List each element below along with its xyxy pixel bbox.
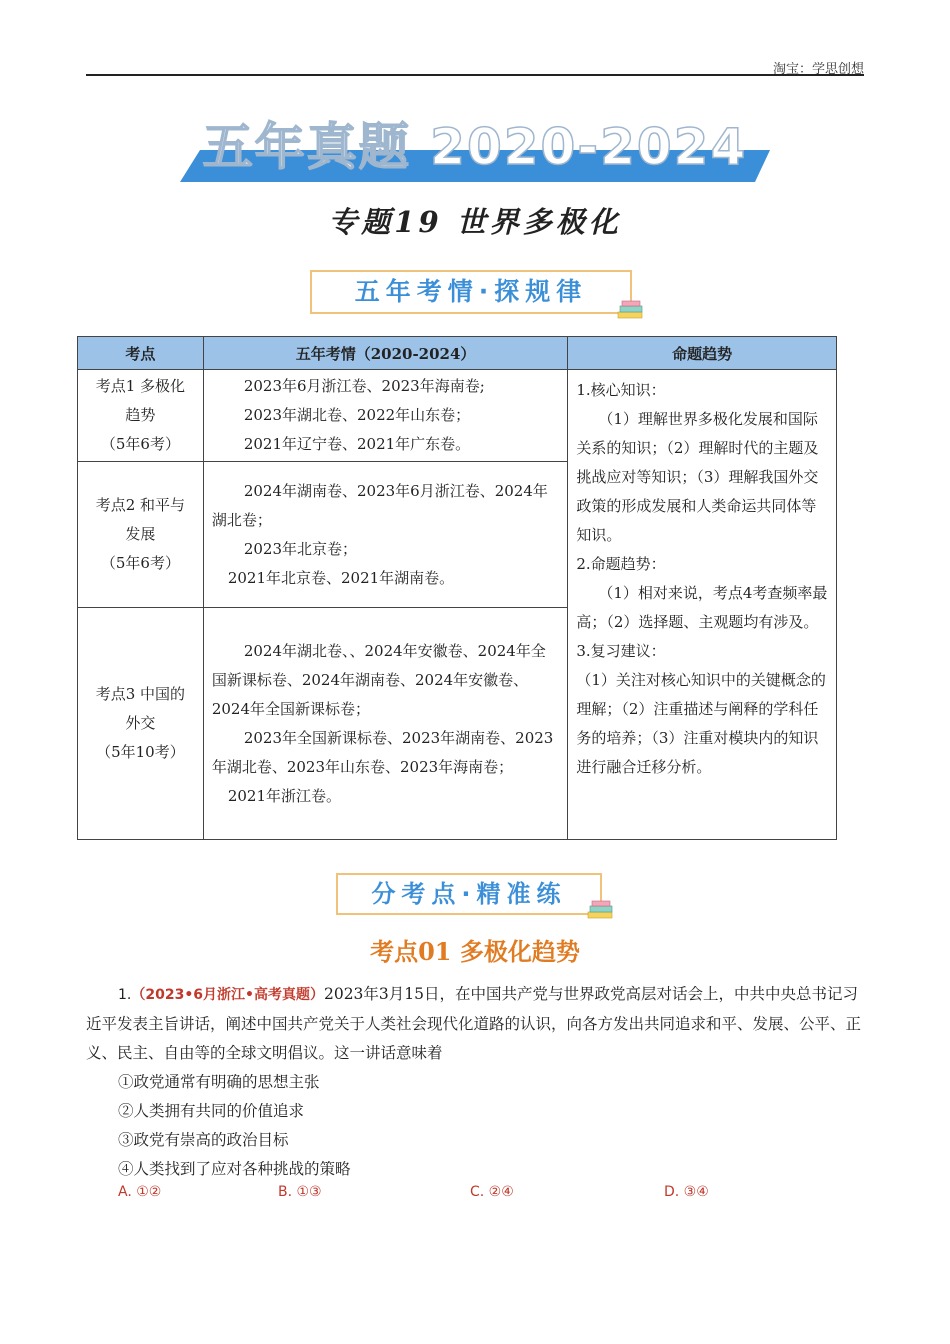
kaodian-name-cont: 发展 — [125, 525, 156, 543]
trend-heading: 1.核心知识： — [576, 381, 666, 399]
years-line: 2023年湖北卷、2022年山东卷； — [243, 406, 471, 424]
years-line: 2021年北京卷、2021年湖南卷。 — [227, 568, 455, 587]
trend-text: （1）关注对核心知识中的关键概念的理解；（2）注重描述与阐释的学科任务的培养；（3）注重对模块内的知识进行融合迁移分析。 — [576, 671, 826, 776]
kaodian-count: （5年6考） — [100, 435, 180, 453]
table-row — [78, 370, 837, 462]
header-kaodian: 考点 — [78, 337, 204, 370]
kaodian-name: 考点3 中国的 — [95, 685, 186, 703]
kaodian-cell — [78, 370, 204, 462]
trend-text: （1）理解世界多极化发展和国际关系的知识；（2）理解时代的主题及挑战应对等知识；（3）理解我国外交政策的形成发展和人类命运共同体等知识。 — [576, 410, 819, 544]
years-line: 2024年湖北卷、、2024年安徽卷、2024年全国新课标卷、2024年湖南卷、2024年安徽卷、2024年全国新课标卷； — [211, 641, 546, 718]
statement-4: ④人类找到了应对各种挑战的策略 — [118, 1160, 351, 1178]
books-icon — [616, 298, 646, 322]
header-rule — [86, 74, 864, 76]
years-line: 2021年辽宁卷、2021年广东卷。 — [243, 435, 471, 453]
years-cell — [203, 462, 568, 608]
trend-heading: 2.命题趋势： — [576, 555, 666, 573]
choice-b[interactable]: B. ①③ — [278, 1184, 322, 1200]
years-line: 2024年湖南卷、2023年6月浙江卷、2024年湖北卷； — [211, 481, 548, 529]
years-line: 2023年全国新课标卷、2023年湖南卷、2023年湖北卷、2023年山东卷、2023年海南卷； — [211, 728, 554, 776]
choice-c[interactable]: C. ②④ — [470, 1184, 514, 1200]
kaodian-count: （5年10考） — [96, 743, 185, 761]
section-label-practice: 分考点·精准练 — [336, 873, 602, 915]
kaodian-heading: 考点01 多极化趋势 — [370, 937, 580, 966]
kaodian-name: 考点1 多极化 — [95, 377, 186, 395]
books-icon — [586, 898, 616, 922]
choice-d[interactable]: D. ③④ — [664, 1184, 709, 1200]
question-block — [86, 980, 872, 1184]
question-number: 1. — [118, 987, 132, 1003]
question-stem: 2023年3月15日，在中国共产党与世界政党高层对话会上，中共中央总书记习近平发表主旨讲话，阐述中国共产党关于人类社会现代化道路的认识，向各方发出共同追求和平、发展、公平、正义、民主、自由等的全球文明倡议。这一讲话意味着 — [86, 985, 862, 1062]
banner-title-text: 五年真题 2020-2024 — [202, 118, 748, 176]
question-source: （2023•6月浙江•高考真题） — [131, 987, 324, 1003]
kaodian-name: 考点2 和平与 — [95, 496, 186, 514]
title-banner — [180, 112, 770, 186]
header-trend: 命题趋势 — [568, 337, 837, 370]
years-cell — [203, 370, 568, 462]
header-shop-text: 淘宝：学思创想 — [772, 62, 864, 77]
trend-cell — [568, 370, 837, 840]
kaodian-name-cont: 外交 — [125, 714, 156, 732]
trend-text: （1）相对来说，考点4考查频率最高；（2）选择题、主观题均有涉及。 — [576, 584, 828, 631]
years-line: 2021年浙江卷。 — [227, 786, 342, 805]
kaodian-cell — [78, 608, 204, 840]
years-cell — [203, 608, 568, 840]
header-five-year: 五年考情（2020-2024） — [203, 337, 568, 370]
subject-title: 专题19 世界多极化 — [328, 205, 622, 239]
statement-3: ③政党有崇高的政治目标 — [118, 1131, 289, 1149]
years-line: 2023年6月浙江卷、2023年海南卷; — [243, 377, 485, 395]
statement-1: ①政党通常有明确的思想主张 — [118, 1073, 320, 1091]
choice-a[interactable]: A. ①② — [118, 1184, 162, 1200]
table-header-row — [78, 337, 837, 370]
kaodian-name-cont: 趋势 — [125, 406, 156, 424]
kaodian-cell — [78, 462, 204, 608]
kaodian-count: （5年6考） — [100, 554, 180, 572]
exam-overview-table — [77, 336, 837, 840]
section-label-trends: 五年考情·探规律 — [310, 270, 632, 314]
years-line: 2023年北京卷； — [243, 539, 358, 558]
question-stem-paragraph — [86, 980, 872, 1068]
trend-heading: 3.复习建议： — [576, 642, 666, 660]
statement-2: ②人类拥有共同的价值追求 — [118, 1102, 305, 1120]
